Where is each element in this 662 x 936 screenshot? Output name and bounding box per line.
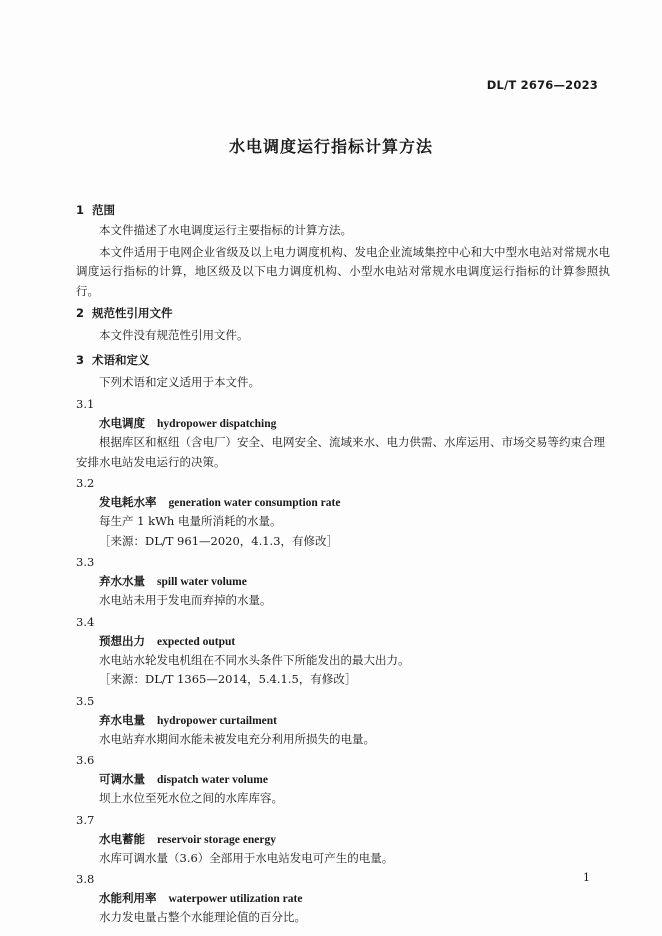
term-definition: 水电站未用于发电而弃掉的水量。 bbox=[99, 593, 272, 607]
document-body bbox=[76, 200, 610, 928]
section-title: 规范性引用文件 bbox=[92, 306, 173, 320]
term-heading bbox=[76, 632, 610, 651]
term-definition: 水库可调水量（3.6）全部用于水电站发电可产生的电量。 bbox=[99, 850, 394, 865]
paragraph: 本文件描述了水电调度运行主要指标的计算方法。 bbox=[99, 223, 352, 237]
document-code: DL/T 2676—2023 bbox=[486, 78, 598, 92]
term-english: expected output bbox=[157, 635, 236, 648]
section-heading-terms bbox=[76, 350, 610, 371]
term-entry bbox=[76, 750, 610, 809]
term-definition: 根据库区和枢纽（含电厂）安全、电网安全、流域来水、电力供需、水库运用、市场交易等约束合理安排水电站发电运行的决策。 bbox=[76, 435, 605, 469]
page-number: 1 bbox=[583, 871, 590, 884]
page-title: 水电调度运行指标计算方法 bbox=[228, 137, 433, 156]
term-number: 3.6 bbox=[76, 753, 95, 767]
term-english: dispatch water volume bbox=[157, 774, 268, 786]
term-definition: 每生产 1 kWh 电量所消耗的水量。 bbox=[99, 514, 282, 528]
paragraph: 本文件没有规范性引用文件。 bbox=[99, 328, 249, 342]
section-heading-normative bbox=[76, 303, 610, 324]
section-number: 1 bbox=[76, 203, 85, 217]
terms-list bbox=[76, 394, 610, 928]
term-chinese: 弃水水量 bbox=[99, 574, 145, 588]
term-number: 3.5 bbox=[76, 693, 95, 708]
section-title: 范围 bbox=[92, 203, 115, 217]
term-number: 3.8 bbox=[76, 872, 95, 886]
term-heading bbox=[76, 711, 610, 730]
term-english: hydropower curtailment bbox=[157, 714, 277, 727]
term-heading bbox=[76, 414, 610, 433]
term-chinese: 发电耗水率 bbox=[99, 495, 157, 509]
term-heading bbox=[76, 830, 610, 849]
term-entry bbox=[76, 473, 610, 551]
paragraph: 本文件适用于电网企业省级及以上电力调度机构、发电企业流域集控中心和大中型水电站对常规水电调度运行指标的计算，地区级及以下电力调度机构、小型水电站对常规水电调度运行指标的计算参照执行。 bbox=[76, 244, 610, 298]
term-chinese: 弃水电量 bbox=[99, 712, 145, 727]
term-definition: 坝上水位至死水位之间的水库库容。 bbox=[99, 791, 283, 805]
term-english: reservoir storage energy bbox=[157, 833, 276, 846]
term-number: 3.4 bbox=[76, 614, 95, 629]
term-number: 3.1 bbox=[76, 397, 95, 411]
term-number: 3.3 bbox=[76, 555, 95, 569]
term-english: hydropower dispatching bbox=[157, 418, 277, 430]
term-heading bbox=[76, 770, 610, 789]
paragraph: 下列术语和定义适用于本文件。 bbox=[99, 374, 260, 389]
term-english: waterpower utilization rate bbox=[168, 893, 303, 905]
term-entry bbox=[76, 394, 610, 472]
term-definition: 水力发电量占整个水能理论值的百分比。 bbox=[99, 910, 306, 924]
term-number: 3.2 bbox=[76, 476, 95, 490]
term-entry bbox=[76, 810, 610, 869]
term-heading bbox=[76, 493, 610, 512]
term-definition: 水电站水轮发电机组在不同水头条件下所能发出的最大出力。 bbox=[99, 652, 410, 667]
term-entry bbox=[76, 612, 610, 690]
term-definition: 水电站弃水期间水能未被发电充分利用所损失的电量。 bbox=[99, 731, 375, 746]
term-english: spill water volume bbox=[157, 576, 247, 588]
term-source: ［来源：DL/T 1365—2014，5.4.1.5，有修改］ bbox=[99, 672, 357, 686]
term-number: 3.7 bbox=[76, 812, 95, 827]
term-heading bbox=[76, 572, 610, 591]
section-heading-scope bbox=[76, 200, 610, 221]
term-source: ［来源：DL/T 961—2020，4.1.3，有修改］ bbox=[99, 533, 339, 548]
term-chinese: 水电调度 bbox=[99, 416, 145, 430]
term-heading bbox=[76, 889, 610, 908]
section-title: 术语和定义 bbox=[92, 352, 150, 367]
section-number: 2 bbox=[76, 306, 85, 320]
term-english: generation water consumption rate bbox=[168, 497, 341, 509]
term-chinese: 水能利用率 bbox=[99, 891, 157, 905]
term-chinese: 可调水量 bbox=[99, 772, 145, 786]
term-entry bbox=[76, 552, 610, 611]
term-chinese: 预想出力 bbox=[99, 633, 145, 648]
section-number: 3 bbox=[76, 352, 85, 367]
term-entry bbox=[76, 691, 610, 750]
term-entry bbox=[76, 869, 610, 928]
term-chinese: 水电蓄能 bbox=[99, 831, 145, 846]
